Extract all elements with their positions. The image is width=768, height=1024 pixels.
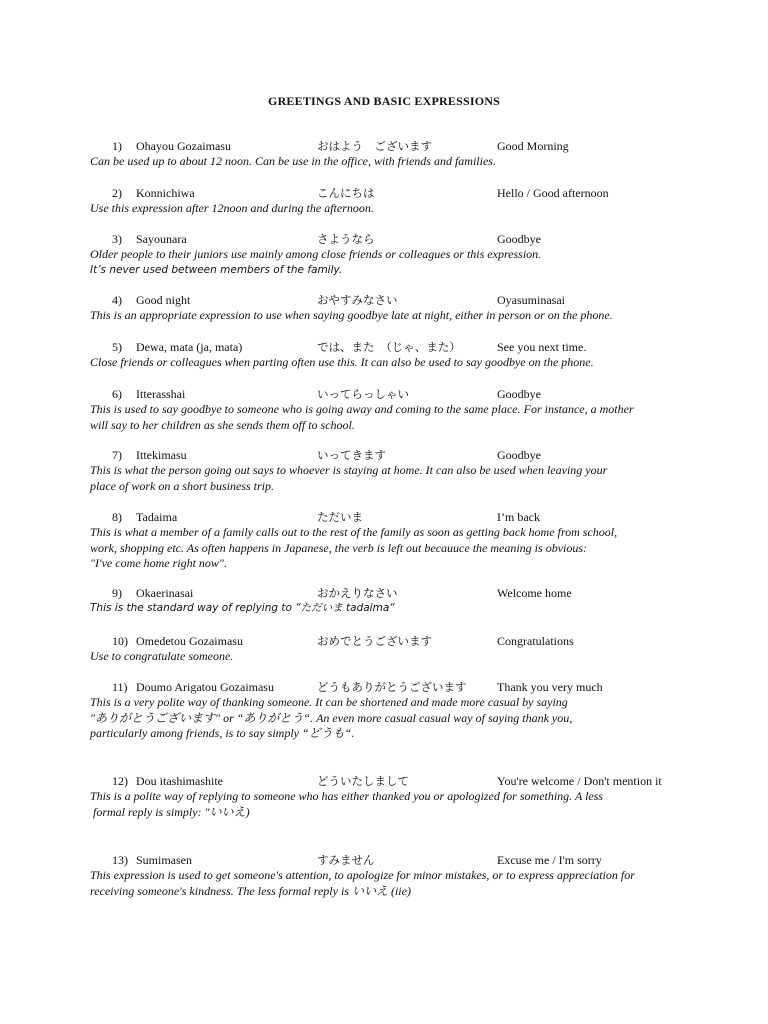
entry-english: Goodbye [497,232,541,246]
entry-romaji: Konnichiwa [136,186,195,200]
entry-description [90,601,690,617]
entry-description [90,649,690,665]
entry-english: Congratulations [497,634,574,648]
description-line: This is what the person going out says to whoever is staying at home. It can also be used when leaving your [90,463,608,477]
entry-number: 7) [112,448,122,462]
entry-description [90,154,690,170]
entry-english: Goodbye [497,448,541,462]
entry-kana: おやすみなさい [317,293,398,307]
entry-kana: では、また （じゃ、また） [317,340,461,354]
description-line: "I've come home right now". [90,556,227,570]
list-item [0,447,768,494]
list-item [0,585,768,617]
entry-english: See you next time. [497,340,587,354]
entry-romaji: Ohayou Gozaimasu [136,139,231,153]
list-item [0,339,768,371]
entry-number: 9) [112,586,122,600]
entry-english: Hello / Good afternoon [497,186,609,200]
description-line: This is used to say goodbye to someone who is going away and coming to the same place. For instance, a mother [90,402,634,416]
description-line: receiving someone's kindness. The less formal reply is いいえ (iie) [90,883,411,898]
entry-kana: こんにちは [317,186,375,200]
description-line: particularly among friends, is to say simply “どうも“. [90,726,355,740]
description-line: formal reply is simply: "いいえ) [93,804,250,819]
entry-number: 8) [112,510,122,524]
entry-romaji: Itterasshai [136,387,186,401]
description-line: Close friends or colleagues when parting often use this. It can also be used to say goodbye on the phone. [90,355,594,369]
entry-description [90,355,690,371]
list-item [0,852,768,899]
entry-kana: おめでとうございます [317,634,432,648]
entry-description [90,789,690,820]
list-item [0,773,768,820]
entry-number: 2) [112,186,122,200]
entry-romaji: Sumimasen [136,853,192,867]
list-item [0,138,768,170]
entry-romaji: Okaerinasai [136,586,194,600]
description-line: Use this expression after 12noon and during the afternoon. [90,201,374,215]
entry-romaji: Sayounara [136,232,187,246]
entry-kana: いってきます [317,448,386,462]
description-line: work, shopping etc. As often happens in Japanese, the verb is left out becauuce the meaning is obvious: [90,540,588,555]
entry-description [90,868,690,899]
entry-kana: すみません [317,853,375,867]
entry-kana: どうもありがとうございます [317,680,467,694]
entry-number: 1) [112,139,122,153]
description-line: This expression is used to get someone's attention, to apologize for minor mistakes, or to express appreciation for [90,868,635,882]
entry-romaji: Ittekimasu [136,448,187,462]
entry-description [90,308,690,324]
entry-description [90,402,690,433]
list-item [0,185,768,217]
entry-number: 13) [112,853,128,867]
entry-description [90,247,690,278]
entry-romaji: Good night [136,293,191,307]
entry-kana: ただいま [317,510,363,524]
entry-english: Goodbye [497,387,541,401]
list-item [0,386,768,433]
entry-english: Oyasuminasai [497,293,565,307]
entry-romaji: Tadaima [136,510,178,524]
description-line: This is a very polite way of thanking someone. It can be shortened and made more casual by saying [90,695,568,709]
description-line: This is the standard way of replying to “ただいま tadaima“ [90,602,395,614]
description-line: "ありがとうございます" or “ありがとう“. An even more casual casual way of saying thank you, [90,710,573,725]
entry-kana: おかえりなさい [317,586,398,600]
list-item [0,292,768,324]
description-line: This is a polite way of replying to someone who has either thanked you or apologized for something. A less [90,789,604,803]
entry-number: 12) [112,774,128,788]
entry-english: Excuse me / I'm sorry [497,853,602,867]
list-item [0,633,768,665]
entry-kana: さようなら [317,232,375,246]
list-item [0,679,768,742]
description-line: This is an appropriate expression to use when saying goodbye late at night, either in person or on the phone. [90,308,613,322]
description-line: This is what a member of a family calls out to the rest of the family as soon as getting back home from school, [90,525,618,539]
entry-romaji: Omedetou Gozaimasu [136,634,243,648]
entry-english: You're welcome / Don't mention it [497,774,662,788]
entry-number: 5) [112,340,122,354]
entry-romaji: Dou itashimashite [136,774,223,788]
entry-english: Good Morning [497,139,569,153]
entry-romaji: Dewa, mata (ja, mata) [136,340,243,354]
list-item [0,231,768,278]
entry-number: 6) [112,387,122,401]
entry-english: Welcome home [497,586,572,600]
description-line: It’s never used between members of the family. [90,263,343,276]
description-line: Older people to their juniors use mainly among close friends or colleagues or this expression. [90,247,542,261]
entry-description [90,525,690,572]
entry-number: 11) [112,680,128,694]
description-line: Use to congratulate someone. [90,649,234,663]
description-line: place of work on a short business trip. [90,478,275,493]
description-line: Can be used up to about 12 noon. Can be use in the office, with friends and families. [90,154,496,168]
entry-english: I’m back [497,510,540,524]
entry-romaji: Doumo Arigatou Gozaimasu [136,680,274,694]
entry-english: Thank you very much [497,680,603,694]
entry-description [90,463,690,494]
page-title: GREETINGS AND BASIC EXPRESSIONS [268,94,500,108]
entry-number: 4) [112,293,122,307]
description-line: will say to her children as she sends them off to school. [90,417,355,432]
entry-description [90,201,690,217]
entry-kana: いってらっしゃい [317,387,409,401]
list-item [0,509,768,572]
entry-kana: どういたしまして [317,774,409,788]
entry-number: 10) [112,634,128,648]
entry-number: 3) [112,232,122,246]
entry-description [90,695,690,742]
entry-kana: おはよう ございます [317,139,432,153]
